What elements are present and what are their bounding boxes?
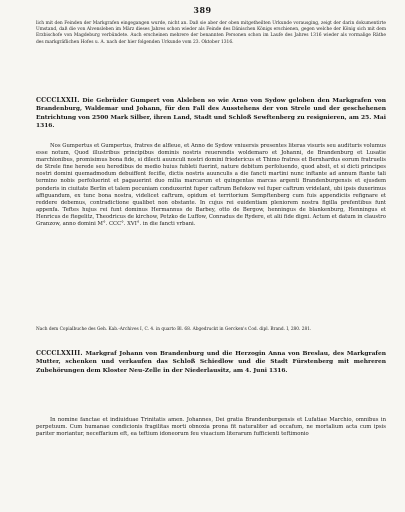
charter-473-summary: Markgraf Johann von Brandenburg und die Herzogin Anna von Breslau, des Markgrafen Mutter, schenken und verkaufen das Schloß Schiedlow und die Stadt Fürstenberg mit mehreren Zubehörungen dem Kloster Neu-Zelle in der Niederlausitz, am 4. Juni 1316. [36, 350, 386, 374]
charter-472-summary: Die Gebrüder Gumpert von Alsleben so wie Arno von Sydow geloben den Markgrafen von Brandenburg, Waldemar und Johann, für den Fall des Ausstehens der von Strele und der geschehenen Entrichtung von 2500 Mark Silber, ihren Land, Stadt und Schloß Sewftenberg zu resignieren, am 25. Mai 1316. [36, 97, 386, 130]
charter-472-text [36, 143, 386, 228]
charter-472-number: CCCCLXXII. [36, 97, 80, 104]
charter-473-text [36, 417, 386, 438]
page-number: 389 [193, 5, 212, 15]
charter-473-heading [36, 350, 386, 375]
charter-472-heading [36, 97, 386, 131]
charter-473-number: CCCCLXXIII. [36, 350, 83, 357]
continuation-note: lich mit den Feinden der Markgrafen eingegangen wurde, nicht an. Daß sie aber der oben mitgetheilten Urkunde vorausging, zeigt der darin dokumentirte Umstand, daß die von Alvensleben im März dieses Jahres schon wieder als Feinde des Dänischen Königs erschienen, gegen welche der König sich mit dem Erzbischofe von Magdeburg verbündete. Auch erscheinen mehrere der benannten Personen schon im Laufe des Jahres 1316 wieder als vormalige Räthe des markgräflichen Hofes u. A. nach der hier folgenden Urkunde vom 23. Oktober 1316. [36, 21, 386, 45]
charter-473-paragraph: In nomine fanctae et indiuiduae Trinitatis amen. Johannes, Dei gratia Brandenburgensis et Lufatiae Marchio, omnibus in perpetuum. Cum humanae condicionis fragilitas morti obnoxia prona fit naturaliter ad occafum, ne mortalium acta cum ipsis pariter moriantur, neceffarium eft, ea teftium idoneorum feu viuacium literarum fufficienti teftimonio [36, 417, 386, 438]
charter-472-paragraph: Nos Gumpertus et Gumpertus, fratres de alfleue, et Anno de Sydow vniuersis presentes literas visuris seu audituris volumus esse notum, Quod illustribus principibus dominis nostris reuerendis woldemaro et Johanni, de Brandenburg et Lusatie marchionibus, promisimus bona fide, si dilecti auunculi nostri domini friedericus et Thimo fratres et Bernhardus eorum fratruelis de Strele fine herede seu heredibus de medio huius fubleti fuerint, nature debitum perfoluendo, quod absit, et si dicti principes nostri domini quemadmodum debuiffent fecifle, dictis nostris auunculis a die fancti martini nunc inftante ad annum ftante tali termino nobis perfoluerint et pagauerint duo milia marcarum et quingentas marcas argenti Brandenburgensis et ejusdem ponderis in ciuitate Berlin et talem pecuniam conduxerint fuper caftrum Befekow vel fuper caftrum vridelant, ubi ipsis duxerimus affiguandum, ex tunc bona nostra, videlicet caftrum, opidum et territorium Sempftenberg cum fuis appendiciis refignare et reddere debemus, contradictione qualibet non obstante. In cujus rei euidentiam pleniorem nostra figilla prefentibus funt appenfa. Teftes hujus rei funt dominus Hermannus de Barbey, otto de Bergow, henningus de blankenburg, Henningus et Henricus de ftegelitz, Theodricus de kirchow, Petzko de Luffow, Conradus de Rydere, et alii fide digni. Actum et datum in claustro Granzow, anno domini M°. CCC°. XVI°. in die fancti vrbani. [36, 143, 386, 228]
charter-472-source-note: Nach dem Copialbuche des Geh. Kab.-Archives I, C. 4. in quarto Bl. 68. Abgedruckt in Gercken's Cod. dipl. Brand. I, 280. 281. [36, 327, 312, 332]
